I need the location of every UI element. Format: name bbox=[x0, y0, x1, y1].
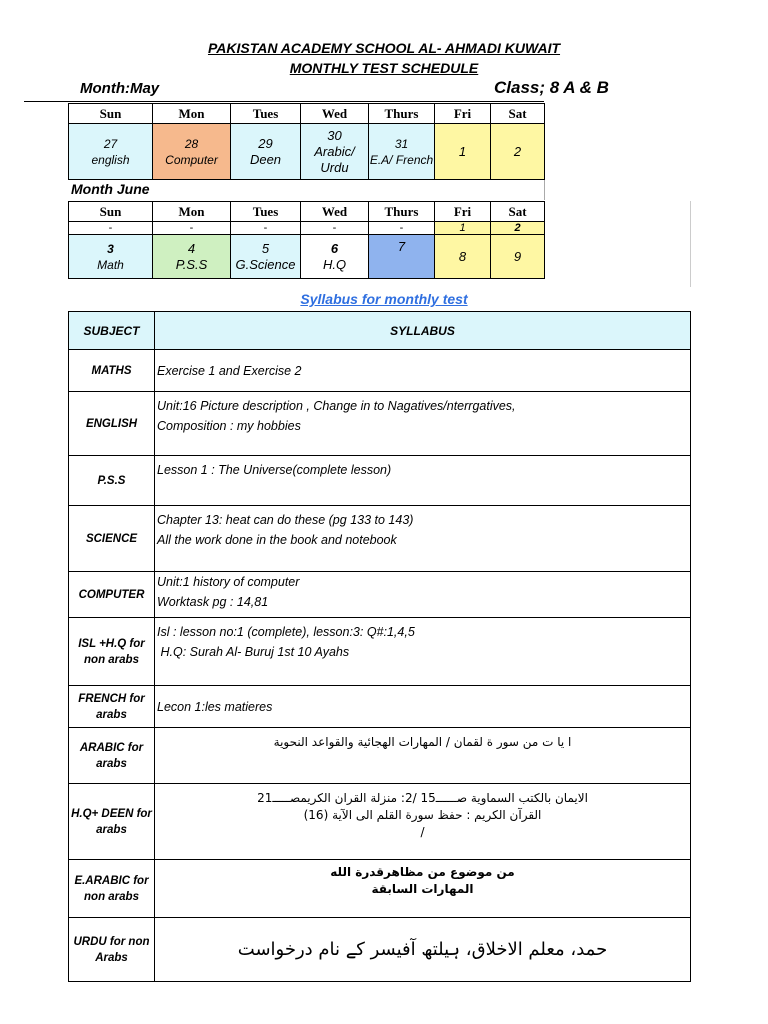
subject-urdu: URDU for non Arabs bbox=[69, 918, 155, 982]
syllabus-line: حمد، معلم الاخلاق، ہیلتھ آفیسر کے نام درخواست bbox=[237, 938, 608, 960]
syllabus-line: Worktask pg : 14,81 bbox=[157, 595, 269, 609]
calendar-cell-may-29 bbox=[231, 124, 301, 180]
calendar-cell-june-7 bbox=[369, 235, 435, 279]
cell-subject: E.A/ French bbox=[369, 152, 434, 167]
cell-date: 31 bbox=[394, 136, 409, 151]
calendar-cell-june-4 bbox=[153, 235, 231, 279]
syllabus-line: Chapter 13: heat can do these (pg 133 to 143) bbox=[157, 513, 414, 527]
day-mon: Mon bbox=[153, 202, 231, 222]
table-row bbox=[69, 456, 691, 506]
syllabus-line: Isl : lesson no:1 (complete), lesson:3: Q#:1,4,5 bbox=[157, 625, 415, 639]
table-row bbox=[69, 618, 691, 686]
day-thurs: Thurs bbox=[369, 104, 435, 124]
cell-date: 30 bbox=[327, 127, 342, 143]
syllabus-french bbox=[155, 686, 691, 728]
syllabus-line: ا يا ت من سور ة لقمان / المهارات الهجائية والقواعد النحوية bbox=[273, 735, 572, 749]
dash-cell: - bbox=[369, 222, 435, 235]
cell-date: 5 bbox=[261, 240, 270, 256]
cell-date: 9 bbox=[513, 248, 522, 264]
dash-cell: - bbox=[153, 222, 231, 235]
syllabus-line: Exercise 1 and Exercise 2 bbox=[157, 363, 302, 378]
day-tues: Tues bbox=[231, 104, 301, 124]
cell-subject: P.S.S bbox=[175, 256, 208, 272]
syllabus-line: Lesson 1 : The Universe(complete lesson) bbox=[157, 463, 392, 477]
cell-date: 7 bbox=[397, 239, 406, 254]
subject-computer: COMPUTER bbox=[69, 572, 155, 618]
syllabus-line: / bbox=[420, 825, 425, 839]
june-dash-row bbox=[69, 222, 545, 235]
month-june-label: Month June bbox=[71, 181, 150, 197]
syllabus-english bbox=[155, 392, 691, 456]
syllabus-pss bbox=[155, 456, 691, 506]
calendar-cell-june-3 bbox=[69, 235, 153, 279]
cell-date: 29 bbox=[258, 135, 273, 151]
table-row bbox=[69, 686, 691, 728]
syllabus-maths bbox=[155, 350, 691, 392]
calendar-cell-may-31 bbox=[369, 124, 435, 180]
june-header-row bbox=[69, 202, 545, 222]
syllabus-e-arabic bbox=[155, 860, 691, 918]
school-name: PAKISTAN ACADEMY SCHOOL AL- AHMADI KUWAIT bbox=[207, 40, 561, 56]
syllabus-line: All the work done in the book and notebook bbox=[157, 533, 397, 547]
table-row bbox=[69, 572, 691, 618]
may-calendar bbox=[68, 103, 545, 180]
cell-subject: H.Q bbox=[322, 256, 347, 272]
cell-subject: Deen bbox=[249, 151, 282, 167]
cell-date: 1 bbox=[458, 143, 467, 159]
month-may-label: Month:May bbox=[80, 80, 160, 97]
calendar-cell-june-2 bbox=[491, 124, 545, 180]
subject-hq-deen: H.Q+ DEEN for arabs bbox=[69, 784, 155, 860]
cell-subject: G.Science bbox=[235, 256, 296, 272]
dash-cell-fri: 1 bbox=[435, 222, 491, 235]
cell-subject: Math bbox=[97, 257, 124, 272]
syllabus-computer bbox=[155, 572, 691, 618]
syllabus-title: Syllabus for monthly test bbox=[300, 291, 468, 307]
syllabus-urdu bbox=[155, 918, 691, 982]
syllabus-line: القرآن الكريم : حفظ سورة القلم الى الآية (16) bbox=[303, 808, 542, 822]
may-header-row bbox=[69, 104, 545, 124]
calendar-cell-june-1 bbox=[435, 124, 491, 180]
syllabus-isl-hq bbox=[155, 618, 691, 686]
subject-maths: MATHS bbox=[69, 350, 155, 392]
cell-subject: english bbox=[91, 152, 130, 167]
cell-date: 2 bbox=[513, 143, 522, 159]
subject-isl-hq: ISL +H.Q for non arabs bbox=[69, 618, 155, 686]
table-row bbox=[69, 918, 691, 982]
june-frame-edge bbox=[544, 201, 691, 287]
dash-cell: - bbox=[69, 222, 153, 235]
subject-e-arabic: E.ARABIC for non arabs bbox=[69, 860, 155, 918]
schedule-title: MONTHLY TEST SCHEDULE bbox=[289, 60, 479, 76]
syllabus-line: Composition : my hobbies bbox=[157, 419, 301, 433]
table-row bbox=[69, 392, 691, 456]
class-label: Class; 8 A & B bbox=[494, 78, 609, 97]
syllabus-hq-deen bbox=[155, 784, 691, 860]
calendar-cell-june-6 bbox=[301, 235, 369, 279]
day-wed: Wed bbox=[301, 202, 369, 222]
cell-date: 27 bbox=[103, 136, 118, 151]
day-sat: Sat bbox=[491, 104, 545, 124]
june-calendar bbox=[68, 201, 545, 279]
subject-col-header: SUBJECT bbox=[69, 312, 155, 350]
subject-pss: P.S.S bbox=[69, 456, 155, 506]
cell-date: 3 bbox=[107, 241, 114, 256]
table-row bbox=[69, 350, 691, 392]
cell-date: 8 bbox=[458, 248, 467, 264]
day-thurs: Thurs bbox=[369, 202, 435, 222]
calendar-cell-may-28 bbox=[153, 124, 231, 180]
day-wed: Wed bbox=[301, 104, 369, 124]
calendar-cell-may-27 bbox=[69, 124, 153, 180]
syllabus-table bbox=[68, 311, 691, 982]
syllabus-header-row bbox=[69, 312, 691, 350]
calendar-cell-june-8 bbox=[435, 235, 491, 279]
day-fri: Fri bbox=[435, 202, 491, 222]
calendar-cell-june-9 bbox=[491, 235, 545, 279]
dash-cell: - bbox=[231, 222, 301, 235]
day-sun: Sun bbox=[69, 104, 153, 124]
day-tues: Tues bbox=[231, 202, 301, 222]
subject-arabic: ARABIC for arabs bbox=[69, 728, 155, 784]
dash-cell-sat: 2 bbox=[491, 222, 545, 235]
subject-french: FRENCH for arabs bbox=[69, 686, 155, 728]
june-dates-row bbox=[69, 235, 545, 279]
calendar-cell-june-5 bbox=[231, 235, 301, 279]
table-row bbox=[69, 728, 691, 784]
cell-date: 4 bbox=[187, 240, 196, 256]
syllabus-line: Lecon 1:les matieres bbox=[157, 699, 273, 714]
day-mon: Mon bbox=[153, 104, 231, 124]
dash-cell: - bbox=[301, 222, 369, 235]
syllabus-line: Unit:16 Picture description , Change in to Nagatives/nterrgatives, bbox=[157, 399, 516, 413]
day-sat: Sat bbox=[491, 202, 545, 222]
cell-date: 6 bbox=[330, 240, 339, 256]
table-row bbox=[69, 860, 691, 918]
day-fri: Fri bbox=[435, 104, 491, 124]
cell-subject: Computer bbox=[165, 152, 218, 167]
may-dates-row bbox=[69, 124, 545, 180]
syllabus-line: H.Q: Surah Al- Buruj 1st 10 Ayahs bbox=[157, 645, 350, 659]
june-label-frame bbox=[68, 180, 545, 200]
table-row bbox=[69, 784, 691, 860]
subject-english: ENGLISH bbox=[69, 392, 155, 456]
table-row bbox=[69, 506, 691, 572]
syllabus-line: المهارات السابقة bbox=[371, 882, 474, 896]
syllabus-line: Unit:1 history of computer bbox=[157, 575, 300, 589]
syllabus-line: الايمان بالكتب السماوية صــــــ15 /2: منزلة القران الكريمصـــــ21 bbox=[257, 791, 588, 805]
cell-date: 28 bbox=[184, 136, 199, 151]
syllabus-arabic bbox=[155, 728, 691, 784]
syllabus-science bbox=[155, 506, 691, 572]
day-sun: Sun bbox=[69, 202, 153, 222]
syllabus-col-header: SYLLABUS bbox=[155, 312, 691, 350]
subject-science: SCIENCE bbox=[69, 506, 155, 572]
syllabus-line: من موضوع من مظاهرقدرة الله bbox=[330, 865, 515, 879]
calendar-cell-may-30 bbox=[301, 124, 369, 180]
divider-line bbox=[24, 101, 544, 102]
cell-subject: Arabic/ Urdu bbox=[314, 143, 355, 175]
